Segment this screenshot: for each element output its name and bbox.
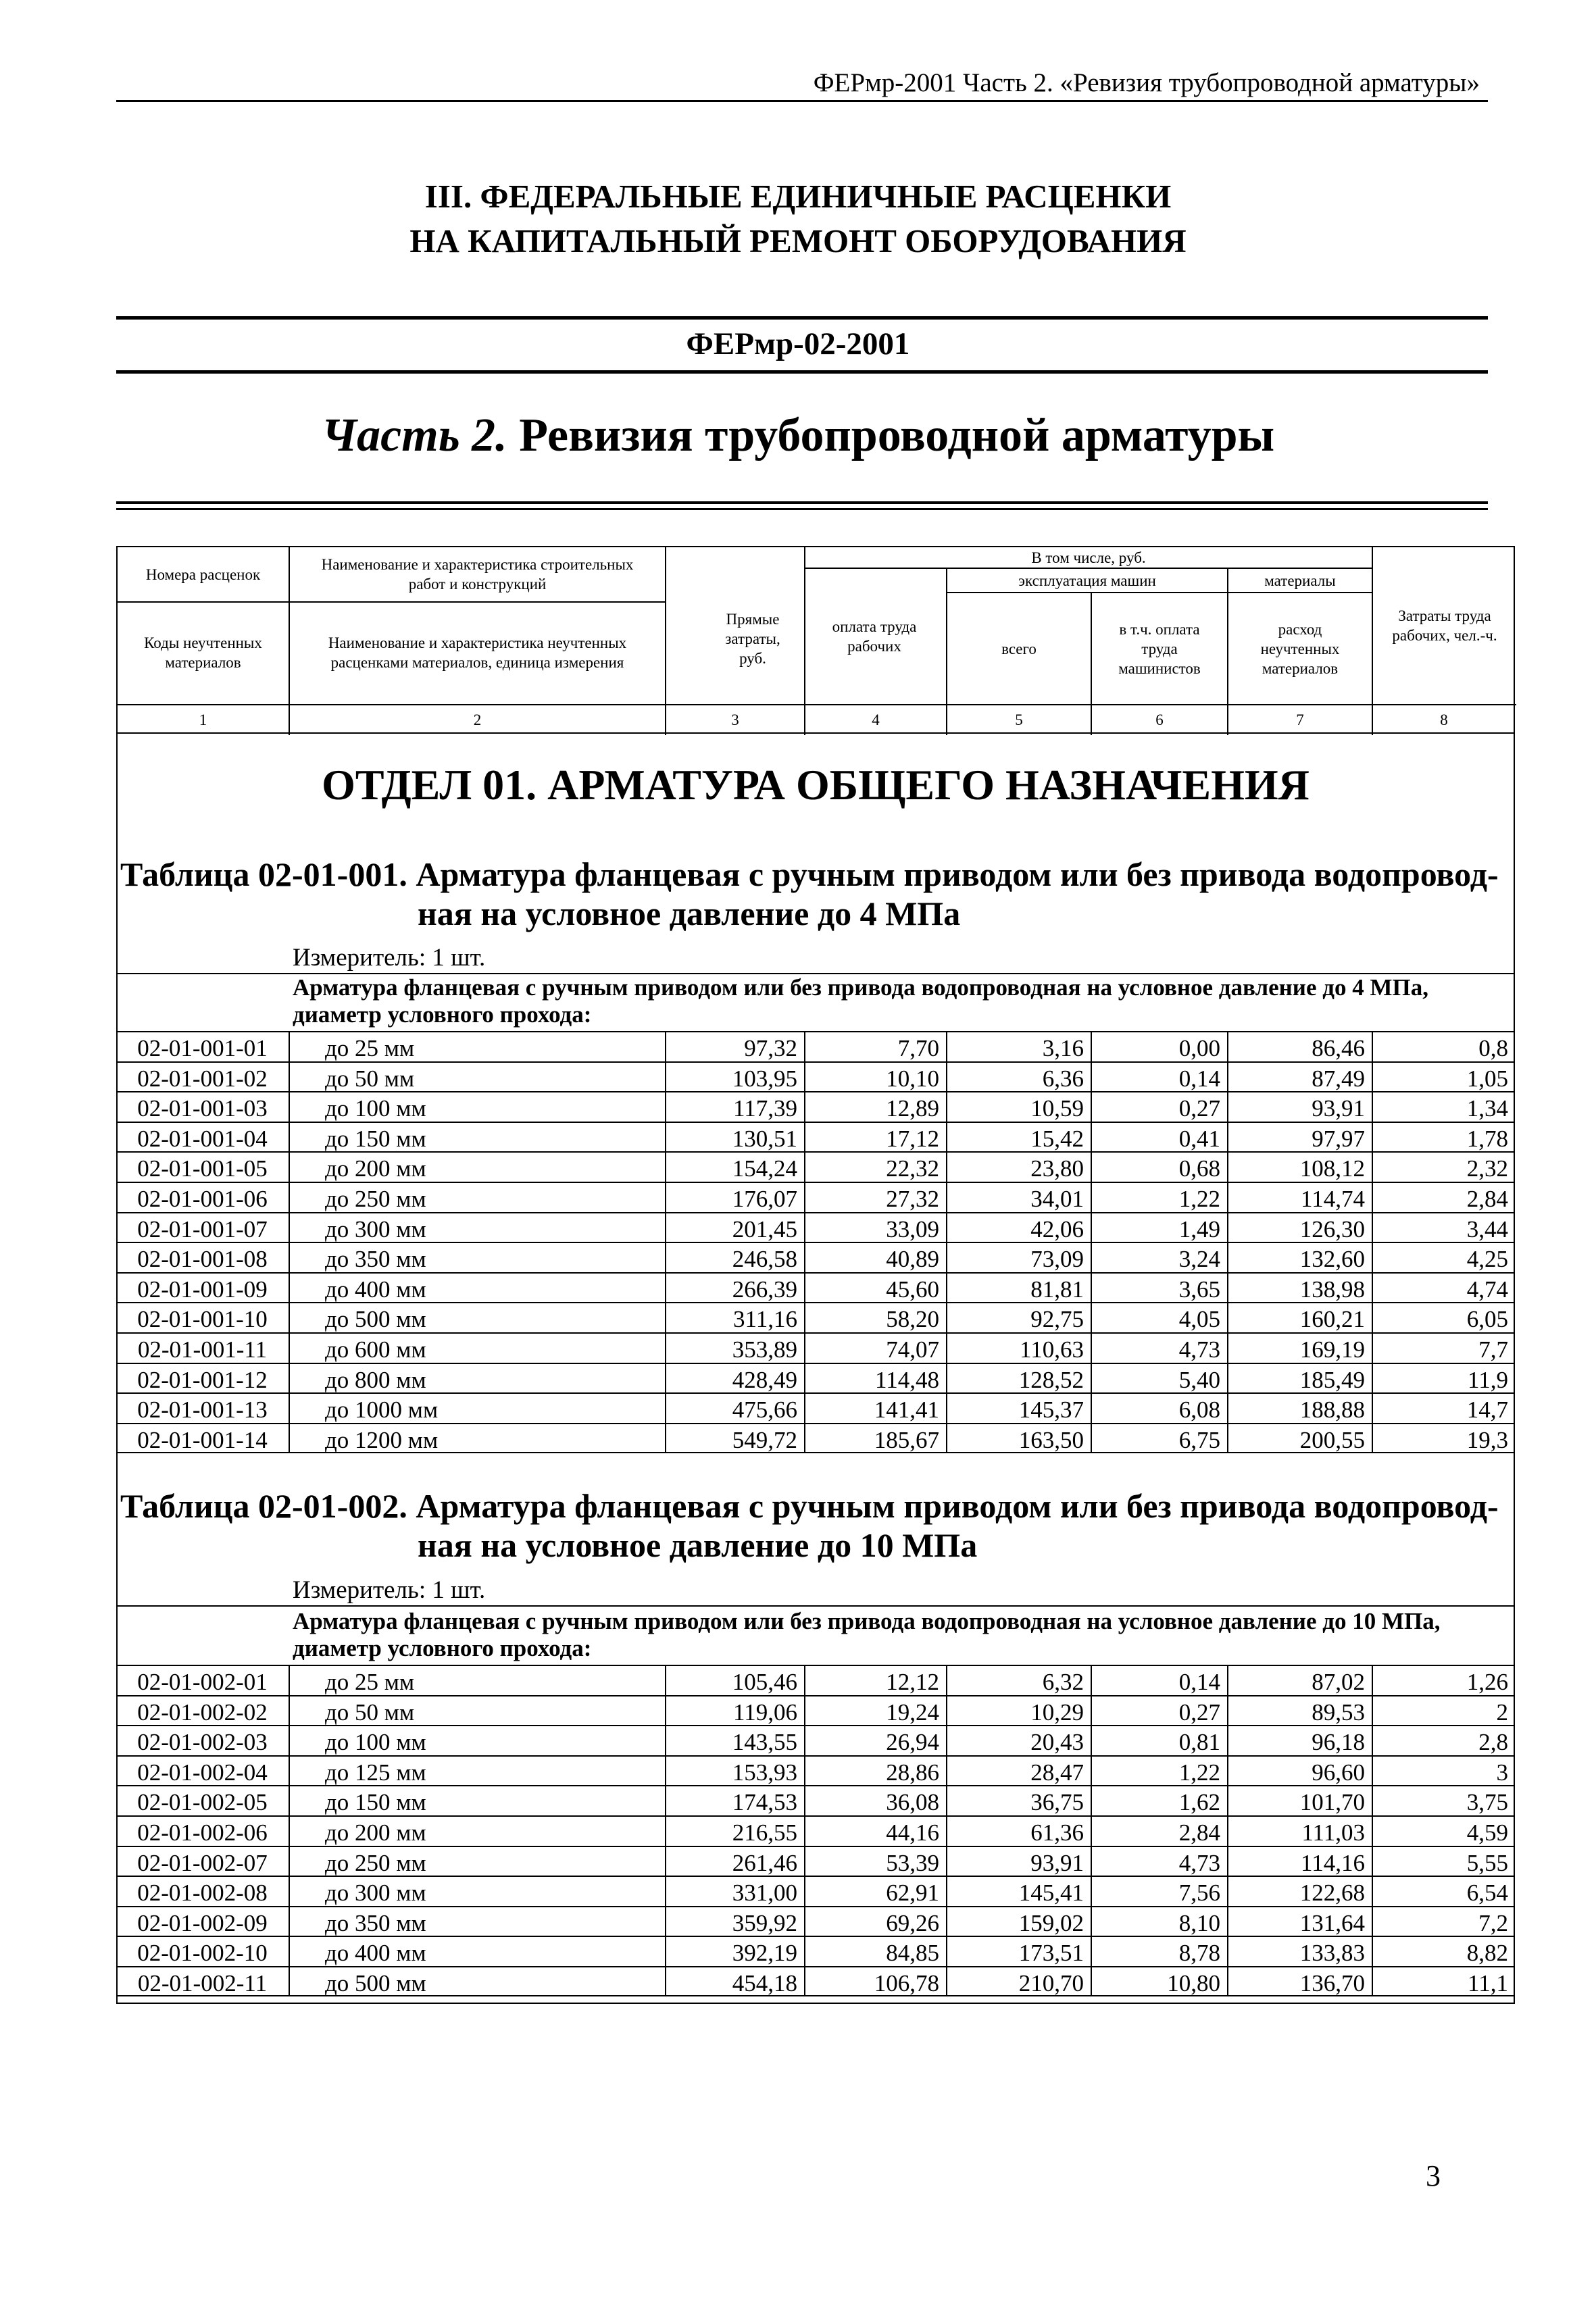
labor-cost-cell: 26,94 bbox=[804, 1726, 946, 1755]
machine-total-cell: 15,42 bbox=[946, 1123, 1091, 1152]
rate-code-cell: 02-01-001-09 bbox=[137, 1276, 268, 1303]
machine-total-cell: 20,43 bbox=[946, 1726, 1091, 1755]
machine-total-cell: 73,09 bbox=[946, 1243, 1091, 1272]
labor-hours-cell: 11,9 bbox=[1372, 1364, 1515, 1393]
materials-cost-cell: 160,21 bbox=[1227, 1303, 1372, 1332]
machinist-labor-cell: 0,14 bbox=[1091, 1666, 1227, 1695]
materials-cost-cell: 89,53 bbox=[1227, 1696, 1372, 1726]
direct-cost-cell: 266,39 bbox=[665, 1274, 804, 1303]
work-name-cell: до 400 мм bbox=[289, 1274, 665, 1303]
rate-code-cell: 02-01-001-01 bbox=[137, 1035, 268, 1061]
rate-code-cell: 02-01-002-05 bbox=[137, 1789, 268, 1816]
table2-title bbox=[120, 1486, 1512, 1565]
labor-hours-cell: 2,8 bbox=[1372, 1726, 1515, 1755]
labor-cost-cell: 69,26 bbox=[804, 1907, 946, 1936]
running-header: ФЕРмр-2001 Часть 2. «Ревизия трубопроводной арматуры» bbox=[813, 68, 1480, 97]
labor-cost-cell: 45,60 bbox=[804, 1274, 946, 1303]
machine-total-cell: 10,59 bbox=[946, 1092, 1091, 1122]
work-name-cell: до 1000 мм bbox=[289, 1394, 665, 1423]
table1-title-line2: ная на условное давление до 4 МПа bbox=[418, 895, 961, 932]
machinist-labor-cell: 8,78 bbox=[1091, 1937, 1227, 1966]
section-heading bbox=[0, 174, 1596, 263]
machinist-labor-cell: 1,62 bbox=[1091, 1786, 1227, 1815]
work-name-cell: до 25 мм bbox=[289, 1032, 665, 1061]
hdr-col1-bottom: Коды неучтенных материалов bbox=[144, 634, 262, 671]
code-title: ФЕРмр-02-2001 bbox=[686, 326, 910, 361]
direct-cost-cell: 201,45 bbox=[665, 1213, 804, 1242]
labor-hours-cell: 1,78 bbox=[1372, 1123, 1515, 1152]
hdr-num-1: 1 bbox=[199, 711, 207, 728]
labor-hours-cell: 19,3 bbox=[1372, 1424, 1515, 1453]
direct-cost-cell: 143,55 bbox=[665, 1726, 804, 1755]
direct-cost-cell: 153,93 bbox=[665, 1757, 804, 1786]
machine-total-cell: 81,81 bbox=[946, 1274, 1091, 1303]
machinist-labor-cell: 3,24 bbox=[1091, 1243, 1227, 1272]
materials-cost-cell: 131,64 bbox=[1227, 1907, 1372, 1936]
machine-total-cell: 110,63 bbox=[946, 1334, 1091, 1363]
machine-total-cell: 23,80 bbox=[946, 1153, 1091, 1182]
direct-cost-cell: 119,06 bbox=[665, 1696, 804, 1726]
work-name-cell: до 150 мм bbox=[289, 1123, 665, 1152]
table-row bbox=[116, 1936, 1515, 1966]
materials-cost-cell: 86,46 bbox=[1227, 1032, 1372, 1061]
table1-description: Арматура фланцевая с ручным приводом или без привода водопроводная на условное давление до 4 МПа, диаметр условного прохода: bbox=[293, 974, 1428, 1028]
labor-cost-cell: 58,20 bbox=[804, 1303, 946, 1332]
labor-cost-cell: 12,89 bbox=[804, 1092, 946, 1122]
labor-cost-cell: 62,91 bbox=[804, 1877, 946, 1906]
header-rule bbox=[116, 100, 1488, 102]
direct-cost-cell: 97,32 bbox=[665, 1032, 804, 1061]
materials-cost-cell: 96,60 bbox=[1227, 1757, 1372, 1786]
work-name-cell: до 125 мм bbox=[289, 1757, 665, 1786]
labor-hours-cell: 1,05 bbox=[1372, 1063, 1515, 1092]
hdr-num-7: 7 bbox=[1296, 711, 1304, 728]
materials-cost-cell: 87,49 bbox=[1227, 1063, 1372, 1092]
table-row bbox=[116, 1031, 1515, 1061]
labor-hours-cell: 3,44 bbox=[1372, 1213, 1515, 1242]
direct-cost-cell: 103,95 bbox=[665, 1063, 804, 1092]
table2-rows bbox=[116, 1665, 1515, 1998]
machinist-labor-cell: 0,00 bbox=[1091, 1032, 1227, 1061]
machine-total-cell: 36,75 bbox=[946, 1786, 1091, 1815]
machine-total-cell: 10,29 bbox=[946, 1696, 1091, 1726]
labor-hours-cell: 2,32 bbox=[1372, 1153, 1515, 1182]
labor-cost-cell: 114,48 bbox=[804, 1364, 946, 1393]
labor-cost-cell: 27,32 bbox=[804, 1183, 946, 1212]
part-name: Ревизия трубопроводной арматуры bbox=[519, 409, 1275, 461]
table-row bbox=[116, 1755, 1515, 1786]
work-name-cell: до 300 мм bbox=[289, 1213, 665, 1242]
rate-code-cell: 02-01-002-01 bbox=[137, 1669, 268, 1695]
labor-hours-cell: 0,8 bbox=[1372, 1032, 1515, 1061]
work-name-cell: до 50 мм bbox=[289, 1063, 665, 1092]
machine-total-cell: 6,32 bbox=[946, 1666, 1091, 1695]
labor-cost-cell: 7,70 bbox=[804, 1032, 946, 1061]
part-rule-1 bbox=[116, 501, 1488, 504]
work-name-cell: до 50 мм bbox=[289, 1696, 665, 1726]
labor-cost-cell: 19,24 bbox=[804, 1696, 946, 1726]
machinist-labor-cell: 0,27 bbox=[1091, 1696, 1227, 1726]
section-heading-line1: III. ФЕДЕРАЛЬНЫЕ ЕДИНИЧНЫЕ РАСЦЕНКИ bbox=[424, 178, 1172, 215]
work-name-cell: до 1200 мм bbox=[289, 1424, 665, 1453]
materials-cost-cell: 93,91 bbox=[1227, 1092, 1372, 1122]
labor-cost-cell: 53,39 bbox=[804, 1847, 946, 1876]
table-row bbox=[116, 1242, 1515, 1272]
hdr-num-5: 5 bbox=[1015, 711, 1023, 728]
work-name-cell: до 300 мм bbox=[289, 1877, 665, 1906]
machine-total-cell: 42,06 bbox=[946, 1213, 1091, 1242]
table-row bbox=[116, 1363, 1515, 1393]
labor-hours-cell: 1,26 bbox=[1372, 1666, 1515, 1695]
hdr-machines: эксплуатация машин bbox=[1018, 572, 1156, 589]
machinist-labor-cell: 4,73 bbox=[1091, 1334, 1227, 1363]
materials-cost-cell: 96,18 bbox=[1227, 1726, 1372, 1755]
machine-total-cell: 3,16 bbox=[946, 1032, 1091, 1061]
work-name-cell: до 500 мм bbox=[289, 1303, 665, 1332]
rate-code-cell: 02-01-001-14 bbox=[137, 1426, 268, 1453]
direct-cost-cell: 246,58 bbox=[665, 1243, 804, 1272]
table-row bbox=[116, 1966, 1515, 1996]
machine-total-cell: 163,50 bbox=[946, 1424, 1091, 1453]
table2-title-line2: ная на условное давление до 10 МПа bbox=[418, 1526, 978, 1564]
direct-cost-cell: 105,46 bbox=[665, 1666, 804, 1695]
table-row bbox=[116, 1815, 1515, 1846]
direct-cost-cell: 331,00 bbox=[665, 1877, 804, 1906]
table-row bbox=[116, 1151, 1515, 1182]
work-name-cell: до 350 мм bbox=[289, 1243, 665, 1272]
machinist-labor-cell: 4,05 bbox=[1091, 1303, 1227, 1332]
labor-cost-cell: 74,07 bbox=[804, 1334, 946, 1363]
materials-cost-cell: 132,60 bbox=[1227, 1243, 1372, 1272]
hdr-col5: всего bbox=[1001, 640, 1037, 657]
table2-measure: Измеритель: 1 шт. bbox=[293, 1576, 486, 1604]
labor-cost-cell: 12,12 bbox=[804, 1666, 946, 1695]
hdr-col2-bottom: Наименование и характеристика неучтенных расценками материалов, единица измерения bbox=[328, 634, 627, 671]
materials-cost-cell: 114,16 bbox=[1227, 1847, 1372, 1876]
table-row bbox=[116, 1906, 1515, 1936]
machine-total-cell: 210,70 bbox=[946, 1967, 1091, 1996]
hdr-num-6: 6 bbox=[1155, 711, 1164, 728]
machinist-labor-cell: 0,14 bbox=[1091, 1063, 1227, 1092]
rate-code-cell: 02-01-002-10 bbox=[137, 1940, 268, 1967]
table2-title-line1: Таблица 02-01-002. Арматура фланцевая с ручным приводом или без привода водопровод- bbox=[120, 1487, 1499, 1525]
table-row bbox=[116, 1091, 1515, 1122]
table1-title bbox=[120, 855, 1512, 933]
rate-code-cell: 02-01-001-11 bbox=[137, 1336, 268, 1363]
materials-cost-cell: 185,49 bbox=[1227, 1364, 1372, 1393]
direct-cost-cell: 216,55 bbox=[665, 1817, 804, 1846]
hdr-num-3: 3 bbox=[731, 711, 739, 728]
part-prefix: Часть 2. bbox=[321, 409, 507, 461]
rate-code-cell: 02-01-001-02 bbox=[137, 1065, 268, 1092]
rate-code-cell: 02-01-002-07 bbox=[137, 1849, 268, 1876]
machinist-labor-cell: 0,81 bbox=[1091, 1726, 1227, 1755]
code-rule-top bbox=[116, 316, 1488, 320]
labor-cost-cell: 36,08 bbox=[804, 1786, 946, 1815]
hdr-num-8: 8 bbox=[1440, 711, 1448, 728]
labor-hours-cell: 11,1 bbox=[1372, 1967, 1515, 1996]
machinist-labor-cell: 3,65 bbox=[1091, 1274, 1227, 1303]
machine-total-cell: 61,36 bbox=[946, 1817, 1091, 1846]
rate-code-cell: 02-01-002-08 bbox=[137, 1880, 268, 1907]
direct-cost-cell: 174,53 bbox=[665, 1786, 804, 1815]
rate-code-cell: 02-01-002-11 bbox=[137, 1970, 268, 1996]
materials-cost-cell: 188,88 bbox=[1227, 1394, 1372, 1423]
section-heading-line2: НА КАПИТАЛЬНЫЙ РЕМОНТ ОБОРУДОВАНИЯ bbox=[409, 222, 1187, 259]
materials-cost-cell: 133,83 bbox=[1227, 1937, 1372, 1966]
rate-code-cell: 02-01-002-06 bbox=[137, 1819, 268, 1846]
table-row bbox=[116, 1846, 1515, 1876]
work-name-cell: до 800 мм bbox=[289, 1364, 665, 1393]
rate-code-cell: 02-01-001-04 bbox=[137, 1125, 268, 1152]
direct-cost-cell: 154,24 bbox=[665, 1153, 804, 1182]
work-name-cell: до 100 мм bbox=[289, 1092, 665, 1122]
work-name-cell: до 100 мм bbox=[289, 1726, 665, 1755]
machine-total-cell: 173,51 bbox=[946, 1937, 1091, 1966]
labor-hours-cell: 6,05 bbox=[1372, 1303, 1515, 1332]
work-name-cell: до 250 мм bbox=[289, 1847, 665, 1876]
direct-cost-cell: 176,07 bbox=[665, 1183, 804, 1212]
table1-measure: Измеритель: 1 шт. bbox=[293, 944, 486, 972]
machine-total-cell: 159,02 bbox=[946, 1907, 1091, 1936]
materials-cost-cell: 122,68 bbox=[1227, 1877, 1372, 1906]
dept-title: ОТДЕЛ 01. АРМАТУРА ОБЩЕГО НАЗНАЧЕНИЯ bbox=[322, 761, 1310, 809]
direct-cost-cell: 261,46 bbox=[665, 1847, 804, 1876]
labor-hours-cell: 1,34 bbox=[1372, 1092, 1515, 1122]
machinist-labor-cell: 6,08 bbox=[1091, 1394, 1227, 1423]
materials-cost-cell: 97,97 bbox=[1227, 1123, 1372, 1152]
materials-cost-cell: 111,03 bbox=[1227, 1817, 1372, 1846]
labor-cost-cell: 33,09 bbox=[804, 1213, 946, 1242]
materials-cost-cell: 101,70 bbox=[1227, 1786, 1372, 1815]
hdr-num-2: 2 bbox=[473, 711, 482, 728]
machine-total-cell: 128,52 bbox=[946, 1364, 1091, 1393]
hdr-col8: Затраты труда рабочих, чел.-ч. bbox=[1392, 607, 1497, 644]
table-row bbox=[116, 1182, 1515, 1212]
machine-total-cell: 145,41 bbox=[946, 1877, 1091, 1906]
hdr-col4: оплата труда рабочих bbox=[832, 618, 917, 655]
part-rule-2 bbox=[116, 508, 1488, 510]
machine-total-cell: 34,01 bbox=[946, 1183, 1091, 1212]
table-row bbox=[116, 1332, 1515, 1363]
table-row bbox=[116, 1061, 1515, 1092]
machinist-labor-cell: 8,10 bbox=[1091, 1907, 1227, 1936]
page-number: 3 bbox=[1426, 2159, 1441, 2192]
part-title bbox=[0, 409, 1596, 463]
machinist-labor-cell: 1,49 bbox=[1091, 1213, 1227, 1242]
labor-cost-cell: 106,78 bbox=[804, 1967, 946, 1996]
work-name-cell: до 250 мм bbox=[289, 1183, 665, 1212]
labor-hours-cell: 2,84 bbox=[1372, 1183, 1515, 1212]
labor-hours-cell: 4,59 bbox=[1372, 1817, 1515, 1846]
labor-cost-cell: 10,10 bbox=[804, 1063, 946, 1092]
work-name-cell: до 200 мм bbox=[289, 1817, 665, 1846]
direct-cost-cell: 475,66 bbox=[665, 1394, 804, 1423]
machine-total-cell: 28,47 bbox=[946, 1757, 1091, 1786]
machinist-labor-cell: 5,40 bbox=[1091, 1364, 1227, 1393]
rate-code-cell: 02-01-001-10 bbox=[137, 1306, 268, 1333]
table-row bbox=[116, 1122, 1515, 1152]
labor-hours-cell: 3,75 bbox=[1372, 1786, 1515, 1815]
labor-cost-cell: 84,85 bbox=[804, 1937, 946, 1966]
rate-code-cell: 02-01-001-08 bbox=[137, 1246, 268, 1273]
machinist-labor-cell: 0,68 bbox=[1091, 1153, 1227, 1182]
direct-cost-cell: 117,39 bbox=[665, 1092, 804, 1122]
machinist-labor-cell: 10,80 bbox=[1091, 1967, 1227, 1996]
labor-cost-cell: 28,86 bbox=[804, 1757, 946, 1786]
machinist-labor-cell: 2,84 bbox=[1091, 1817, 1227, 1846]
materials-cost-cell: 169,19 bbox=[1227, 1334, 1372, 1363]
table-row bbox=[116, 1302, 1515, 1332]
hdr-col3: Прямые затраты, руб. bbox=[725, 610, 780, 667]
table-row bbox=[116, 1695, 1515, 1726]
table2-measure-rule bbox=[116, 1605, 1515, 1607]
labor-hours-cell: 5,55 bbox=[1372, 1847, 1515, 1876]
table-row bbox=[116, 1423, 1515, 1453]
hdr-col1-top: Номера расценок bbox=[145, 565, 261, 583]
table-row bbox=[116, 1725, 1515, 1755]
labor-cost-cell: 40,89 bbox=[804, 1243, 946, 1272]
hdr-col6: в т.ч. оплата труда машинистов bbox=[1118, 620, 1201, 677]
rate-code-cell: 02-01-001-05 bbox=[137, 1155, 268, 1182]
work-name-cell: до 150 мм bbox=[289, 1786, 665, 1815]
work-name-cell: до 200 мм bbox=[289, 1153, 665, 1182]
rate-code-cell: 02-01-001-03 bbox=[137, 1095, 268, 1122]
materials-cost-cell: 126,30 bbox=[1227, 1213, 1372, 1242]
machine-total-cell: 145,37 bbox=[946, 1394, 1091, 1423]
materials-cost-cell: 138,98 bbox=[1227, 1274, 1372, 1303]
machinist-labor-cell: 1,22 bbox=[1091, 1757, 1227, 1786]
direct-cost-cell: 359,92 bbox=[665, 1907, 804, 1936]
table-row bbox=[116, 1876, 1515, 1906]
rate-code-cell: 02-01-001-06 bbox=[137, 1186, 268, 1212]
labor-cost-cell: 44,16 bbox=[804, 1817, 946, 1846]
rate-code-cell: 02-01-002-03 bbox=[137, 1729, 268, 1756]
labor-hours-cell: 4,74 bbox=[1372, 1274, 1515, 1303]
machine-total-cell: 92,75 bbox=[946, 1303, 1091, 1332]
table-row bbox=[116, 1392, 1515, 1423]
labor-hours-cell: 8,82 bbox=[1372, 1937, 1515, 1966]
table1-title-line1: Таблица 02-01-001. Арматура фланцевая с ручным приводом или без привода водопровод- bbox=[120, 855, 1499, 893]
table-header bbox=[116, 546, 1515, 734]
code-rule-bottom bbox=[116, 370, 1488, 374]
table2-description: Арматура фланцевая с ручным приводом или без привода водопроводная на условное давление до 10 МПа, диаметр условного прохода: bbox=[293, 1608, 1441, 1661]
direct-cost-cell: 311,16 bbox=[665, 1303, 804, 1332]
direct-cost-cell: 353,89 bbox=[665, 1334, 804, 1363]
labor-cost-cell: 185,67 bbox=[804, 1424, 946, 1453]
hdr-group: В том числе, руб. bbox=[1031, 549, 1146, 566]
direct-cost-cell: 428,49 bbox=[665, 1364, 804, 1393]
machinist-labor-cell: 6,75 bbox=[1091, 1424, 1227, 1453]
rate-code-cell: 02-01-001-07 bbox=[137, 1215, 268, 1242]
rate-code-cell: 02-01-001-13 bbox=[137, 1397, 268, 1424]
labor-cost-cell: 22,32 bbox=[804, 1153, 946, 1182]
work-name-cell: до 400 мм bbox=[289, 1937, 665, 1966]
labor-hours-cell: 14,7 bbox=[1372, 1394, 1515, 1423]
work-name-cell: до 600 мм bbox=[289, 1334, 665, 1363]
labor-hours-cell: 6,54 bbox=[1372, 1877, 1515, 1906]
labor-hours-cell: 4,25 bbox=[1372, 1243, 1515, 1272]
rate-code-cell: 02-01-002-09 bbox=[137, 1909, 268, 1936]
table1-rows bbox=[116, 1031, 1515, 1454]
hdr-col2-top: Наименование и характеристика строительных работ и конструкций bbox=[321, 556, 634, 593]
hdr-num-4: 4 bbox=[872, 711, 880, 728]
direct-cost-cell: 392,19 bbox=[665, 1937, 804, 1966]
rate-code-cell: 02-01-001-12 bbox=[137, 1366, 268, 1393]
direct-cost-cell: 454,18 bbox=[665, 1967, 804, 1996]
labor-cost-cell: 17,12 bbox=[804, 1123, 946, 1152]
rate-code-cell: 02-01-002-02 bbox=[137, 1699, 268, 1726]
work-name-cell: до 350 мм bbox=[289, 1907, 665, 1936]
table-row bbox=[116, 1785, 1515, 1815]
labor-hours-cell: 7,7 bbox=[1372, 1334, 1515, 1363]
table-row bbox=[116, 1272, 1515, 1303]
materials-cost-cell: 87,02 bbox=[1227, 1666, 1372, 1695]
hdr-col7: расход неучтенных материалов bbox=[1260, 620, 1340, 677]
machinist-labor-cell: 7,56 bbox=[1091, 1877, 1227, 1906]
hdr-materials: материалы bbox=[1264, 572, 1336, 589]
rate-code-cell: 02-01-002-04 bbox=[137, 1759, 268, 1786]
direct-cost-cell: 549,72 bbox=[665, 1424, 804, 1453]
work-name-cell: до 25 мм bbox=[289, 1666, 665, 1695]
machinist-labor-cell: 1,22 bbox=[1091, 1183, 1227, 1212]
machinist-labor-cell: 0,41 bbox=[1091, 1123, 1227, 1152]
labor-hours-cell: 2 bbox=[1372, 1696, 1515, 1726]
labor-hours-cell: 3 bbox=[1372, 1757, 1515, 1786]
work-name-cell: до 500 мм bbox=[289, 1967, 665, 1996]
labor-hours-cell: 7,2 bbox=[1372, 1907, 1515, 1936]
machinist-labor-cell: 0,27 bbox=[1091, 1092, 1227, 1122]
table-row bbox=[116, 1665, 1515, 1695]
labor-cost-cell: 141,41 bbox=[804, 1394, 946, 1423]
machine-total-cell: 6,36 bbox=[946, 1063, 1091, 1092]
machine-total-cell: 93,91 bbox=[946, 1847, 1091, 1876]
direct-cost-cell: 130,51 bbox=[665, 1123, 804, 1152]
materials-cost-cell: 108,12 bbox=[1227, 1153, 1372, 1182]
machinist-labor-cell: 4,73 bbox=[1091, 1847, 1227, 1876]
materials-cost-cell: 136,70 bbox=[1227, 1967, 1372, 1996]
table-row bbox=[116, 1212, 1515, 1242]
materials-cost-cell: 114,74 bbox=[1227, 1183, 1372, 1212]
materials-cost-cell: 200,55 bbox=[1227, 1424, 1372, 1453]
